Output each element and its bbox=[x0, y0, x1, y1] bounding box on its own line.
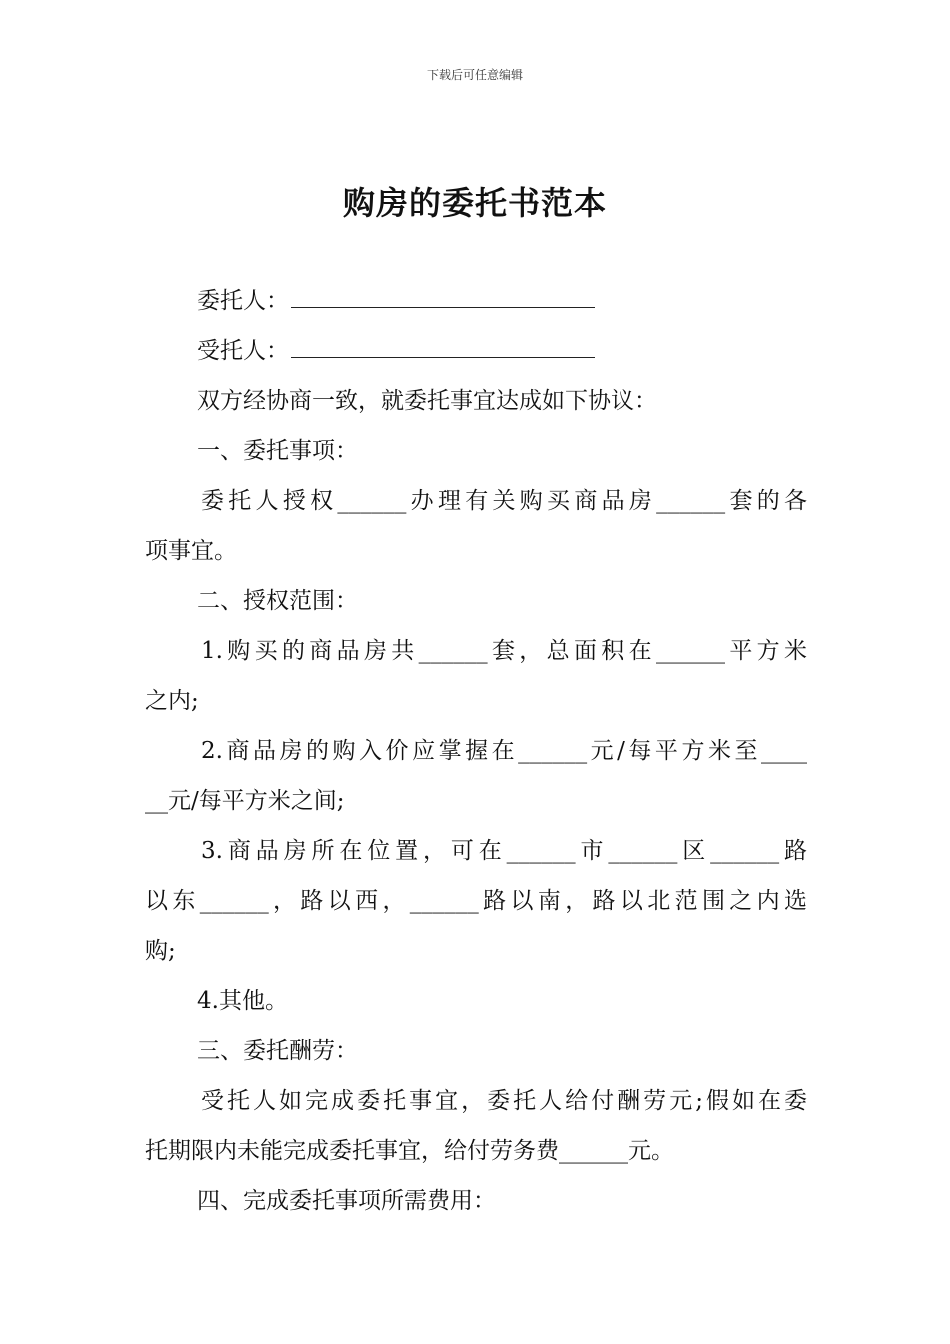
item3-line1: 3.商品房所在位置，可在______市______区______路 bbox=[201, 838, 807, 864]
principal-label: 委托人： bbox=[197, 288, 289, 314]
header-note: 下载后可任意编辑 bbox=[426, 68, 523, 82]
document-body bbox=[145, 276, 807, 1226]
item1-line2: 之内; bbox=[145, 688, 199, 714]
principal-blank bbox=[291, 281, 595, 308]
section1-text-line1: 委托人授权______办理有关购买商品房______套的各 bbox=[201, 488, 807, 514]
principal-line bbox=[145, 276, 807, 326]
item4: 4.其他。 bbox=[197, 988, 288, 1014]
item3-line3: 购; bbox=[145, 938, 176, 964]
section3-line2: 托期限内未能完成委托事宜，给付劳务费______元。 bbox=[145, 1138, 674, 1164]
document-title: 购房的委托书范本 bbox=[342, 184, 607, 222]
section3-line1: 受托人如完成委托事宜，委托人给付酬劳元;假如在委 bbox=[201, 1088, 807, 1114]
section3-heading: 三、委托酬劳： bbox=[197, 1038, 358, 1064]
agent-blank bbox=[291, 331, 595, 358]
item2-line2: __元/每平方米之间; bbox=[145, 788, 345, 814]
agent-label: 受托人： bbox=[197, 338, 289, 364]
item3-line2: 以东______，路以西，______路以南，路以北范围之内选 bbox=[145, 888, 807, 914]
section1-text-line2: 项事宜。 bbox=[145, 538, 237, 564]
section4-heading: 四、完成委托事项所需费用： bbox=[197, 1188, 496, 1214]
item1-line1: 1.购买的商品房共______套，总面积在______平方米 bbox=[201, 638, 807, 664]
intro-paragraph: 双方经协商一致，就委托事宜达成如下协议： bbox=[197, 388, 657, 414]
section1-heading: 一、委托事项： bbox=[197, 438, 358, 464]
item2-line1: 2.商品房的购入价应掌握在______元/每平方米至____ bbox=[201, 738, 807, 764]
section2-heading: 二、授权范围： bbox=[197, 588, 358, 614]
agent-line bbox=[145, 326, 807, 376]
